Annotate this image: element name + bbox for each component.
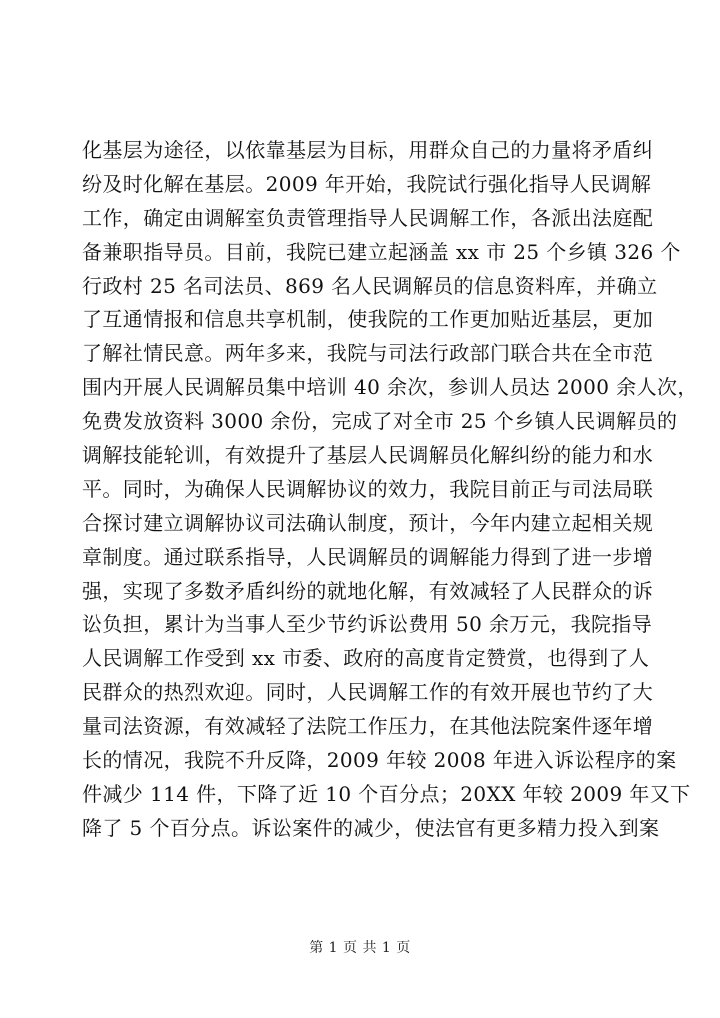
text-line: 纷及时化解在基层。2009 年开始，我院试行强化指导人民调解 <box>82 171 652 196</box>
text-line: 量司法资源，有效减轻了法院工作压力，在其他法院案件逐年增 <box>82 714 654 739</box>
text-line: 免费发放资料 3000 余份，完成了对全市 25 个乡镇人民调解员的 <box>82 409 678 434</box>
text-line: 强，实现了多数矛盾纠纷的就地化解，有效减轻了人民群众的诉 <box>82 578 654 603</box>
text-line: 了互通情报和信息共享机制，使我院的工作更加贴近基层，更加 <box>82 307 654 332</box>
text-line: 工作，确定由调解室负责管理指导人民调解工作，各派出法庭配 <box>82 205 654 230</box>
text-line: 了解社情民意。两年多来，我院与司法行政部门联合共在全市范 <box>82 341 654 366</box>
text-line: 平。同时，为确保人民调解协议的效力，我院目前正与司法局联 <box>82 476 654 501</box>
page-number-footer: 第 1 页 共 1 页 <box>309 940 411 956</box>
text-line: 民群众的热烈欢迎。同时，人民调解工作的有效开展也节约了大 <box>82 680 654 705</box>
text-line: 化基层为途径，以依靠基层为目标，用群众自己的力量将矛盾纠 <box>82 138 654 162</box>
text-line: 行政村 25 名司法员、869 名人民调解员的信息资料库，并确立 <box>82 273 658 298</box>
text-line: 合探讨建立调解协议司法确认制度，预计，今年内建立起相关规 <box>82 510 654 535</box>
text-line: 长的情况，我院不升反降，2009 年较 2008 年进入诉讼程序的案 <box>82 748 677 773</box>
text-line: 围内开展人民调解员集中培训 40 余次，参训人员达 2000 余人次， <box>82 375 698 400</box>
text-line: 件减少 114 件，下降了近 10 个百分点；20XX 年较 2009 年又下 <box>82 781 691 806</box>
text-line: 章制度。通过联系指导，人民调解员的调解能力得到了进一步增 <box>82 544 654 569</box>
text-line: 备兼职指导员。目前，我院已建立起涵盖 xx 市 25 个乡镇 326 个 <box>82 239 681 264</box>
body-paragraph <box>82 134 698 846</box>
text-line: 调解技能轮训，有效提升了基层人民调解员化解纠纷的能力和水 <box>82 443 654 468</box>
text-line: 人民调解工作受到 xx 市委、政府的高度肯定赞赏，也得到了人 <box>82 646 650 671</box>
text-line: 讼负担，累计为当事人至少节约诉讼费用 50 余万元，我院指导 <box>82 612 653 637</box>
text-line: 降了 5 个百分点。诉讼案件的减少，使法官有更多精力投入到案 <box>82 815 660 840</box>
